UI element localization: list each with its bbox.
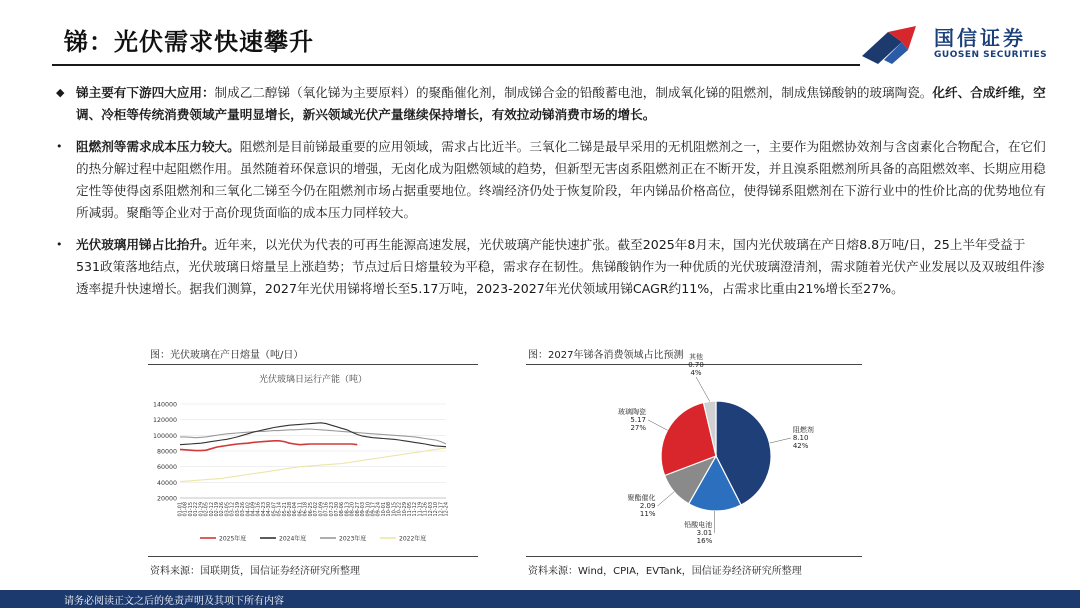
x-tick-label: 11-12 — [412, 502, 419, 517]
x-tick-label: 10-15 — [391, 502, 398, 517]
x-tick-label: 01-29 — [198, 502, 205, 517]
bullet-body: 制成乙二醇锑（氧化锑为主要原料）的聚酯催化剂，制成锑合金的铅酸蓄电池，制成氧化锑的阻燃剂，制成焦锑酸钠的玻璃陶瓷。 — [214, 85, 933, 100]
bullet-lead: 锑主要有下游四大应用： — [76, 85, 215, 100]
x-tick-label: 07-23 — [328, 502, 335, 517]
legend-label: 2022年度 — [399, 535, 427, 543]
title-divider — [52, 64, 860, 66]
x-tick-label: 02-05 — [203, 502, 210, 517]
page-title: 锑：光伏需求快速攀升 — [64, 28, 314, 56]
x-tick-label: 05-21 — [281, 502, 288, 517]
footer-disclaimer: 请务必阅读正文之后的免责声明及其项下所有内容 — [64, 596, 284, 607]
leader-line — [658, 492, 675, 506]
pv-glass-line-chart — [148, 366, 478, 556]
bullet-lead: 阻燃剂等需求成本压力较大。 — [76, 139, 240, 154]
x-tick-label: 08-20 — [349, 502, 356, 517]
guosen-logo-icon — [858, 20, 934, 70]
bullet-body: 阻燃剂是目前锑最重要的应用领域，需求占比近半。三氧化二锑是最早采用的无机阻燃剂之一，主要作为阻燃协效剂与含卤素化合物配合，在它们的热分解过程中起阻燃作用。虽然随着环保意识的增强，无卤化成为阻燃领域的趋势，但新型无害卤系阻燃剂正在不断开发，并且溴系阻燃剂所具备的高阻燃效率、长期应用稳定性等使得卤系阻燃剂和三氧化二锑至今仍在阻燃剂市场占据重要地位。终端经济仍处于恢复阶段，年内锑品价格高位，使得锑系阻燃剂在下游行业中的性价比高的优势地位有所减弱。聚酯等企业对于高价现货面临的成本压力同样较大。 — [76, 139, 1046, 220]
x-tick-label: 07-09 — [318, 502, 325, 517]
x-tick-label: 11-05 — [406, 502, 413, 517]
y-tick-label: 120000 — [152, 417, 177, 425]
slice-percent-label: 27% — [630, 423, 647, 432]
x-tick-label: 12-24 — [443, 502, 450, 517]
bullet-applications — [56, 82, 1046, 126]
logo-text-cn: 国信证券 — [934, 26, 1026, 50]
slice-percent-label: 42% — [792, 441, 809, 450]
slice-percent-label: 16% — [696, 536, 713, 545]
figure-left-source: 资料来源：国联期货，国信证券经济研究所整理 — [150, 566, 360, 577]
x-tick-label: 04-30 — [266, 502, 273, 517]
x-tick-label: 07-02 — [313, 502, 320, 517]
x-tick-label: 01-01 — [177, 502, 184, 517]
bullet-flame-retardant — [56, 136, 1046, 224]
x-tick-label: 10-01 — [380, 502, 387, 517]
x-tick-label: 07-16 — [323, 502, 330, 517]
series-line — [180, 448, 446, 482]
y-tick-label: 80000 — [156, 448, 177, 456]
legend-label: 2023年度 — [339, 535, 367, 543]
slice-value-label: 0.70 — [688, 361, 704, 369]
slice-percent-label: 11% — [639, 510, 656, 519]
x-tick-label: 10-08 — [386, 502, 393, 517]
dot-bullet-icon: • — [56, 140, 63, 153]
x-tick-label: 03-12 — [229, 502, 236, 517]
x-tick-label: 08-27 — [354, 502, 361, 517]
slice-value-label: 8.10 — [792, 433, 809, 442]
x-tick-label: 06-04 — [292, 502, 299, 517]
brand-logo — [858, 20, 1048, 70]
x-tick-label: 11-26 — [422, 502, 429, 517]
diamond-bullet-icon: ◆ — [56, 86, 65, 99]
slice-value-label: 2.09 — [639, 502, 656, 511]
logo-text-en: GUOSEN SECURITIES — [934, 50, 1048, 60]
x-tick-label: 03-19 — [234, 502, 241, 517]
chart-title: 光伏玻璃日运行产能（吨） — [258, 375, 368, 385]
x-tick-label: 03-05 — [224, 502, 231, 517]
figure-left-bottom-rule — [148, 556, 478, 557]
y-tick-label: 20000 — [156, 495, 177, 503]
figure-right-caption: 图：2027年锑各消费领域占比预测 — [528, 350, 684, 361]
x-tick-label: 02-12 — [208, 502, 215, 517]
figure-left-caption: 图：光伏玻璃在产日熔量（吨/日） — [150, 350, 304, 361]
legend-label: 2024年度 — [279, 535, 307, 543]
y-tick-label: 100000 — [152, 432, 177, 440]
bullet-tail: 化纤、合成纤维，空调、冷柜等传统消费领域产量明显增长，新兴领域光伏产量继续保持增长，有效拉动锑消费市场的增长。 — [76, 85, 1046, 122]
x-tick-label: 04-23 — [260, 502, 267, 517]
x-tick-label: 01-08 — [182, 502, 189, 517]
x-tick-label: 03-26 — [240, 502, 247, 517]
dot-bullet-icon: • — [56, 238, 63, 251]
x-tick-label: 08-13 — [344, 502, 351, 517]
x-tick-label: 04-16 — [255, 502, 262, 517]
x-tick-label: 10-29 — [401, 502, 408, 517]
x-tick-label: 01-22 — [193, 502, 200, 517]
figure-left-rule — [148, 364, 478, 365]
x-tick-label: 09-17 — [370, 502, 377, 517]
x-tick-label: 09-24 — [375, 502, 382, 517]
slice-value-label: 3.01 — [696, 528, 713, 537]
x-tick-label: 09-10 — [365, 502, 372, 517]
x-tick-label: 07-30 — [333, 502, 340, 517]
y-tick-label: 40000 — [156, 479, 177, 487]
x-tick-label: 05-07 — [271, 502, 278, 517]
legend-label: 2025年度 — [219, 535, 247, 543]
slice-category-label: 聚酯催化 — [627, 494, 656, 503]
figure-right-bottom-rule — [526, 556, 862, 557]
bullet-pv-glass — [56, 234, 1046, 300]
slice-category-label: 其他 — [689, 353, 703, 361]
bullet-lead: 光伏玻璃用锑占比抬升。 — [76, 237, 215, 252]
x-tick-label: 05-28 — [287, 502, 294, 517]
bullet-list — [56, 82, 1046, 310]
x-tick-label: 10-22 — [396, 502, 403, 517]
x-tick-label: 12-03 — [427, 502, 434, 517]
slice-value-label: 5.17 — [630, 415, 647, 424]
x-tick-label: 08-06 — [339, 502, 346, 517]
leader-line — [714, 511, 715, 533]
x-tick-label: 04-09 — [250, 502, 257, 517]
slice-category-label: 铅酸电池 — [684, 520, 713, 529]
x-tick-label: 11-19 — [417, 502, 424, 517]
x-tick-label: 12-17 — [438, 502, 445, 517]
x-tick-label: 09-03 — [360, 502, 367, 517]
x-tick-label: 02-19 — [214, 502, 221, 517]
slice-percent-label: 4% — [690, 369, 702, 377]
bullet-body: 近年来，以光伏为代表的可再生能源高速发展，光伏玻璃产能快速扩张。截至2025年8月末，国内光伏玻璃在产日熔8.8万吨/日，25上半年受益于531政策落地结点，光伏玻璃日熔量呈上涨趋势；节点过后日熔量较为平稳，需求存在韧性。焦锑酸钠作为一种优质的光伏玻璃澄清剂，需求随着光伏产业发展以及双玻组件渗透率提升快速增长。据我们测算，2027年光伏用锑将增长至5.17万吨，2023-2027年光伏领域用锑CAGR约11%，占需求比重由21%增长至27%。 — [76, 237, 1045, 296]
leader-line — [648, 420, 667, 430]
slice-category-label: 玻璃陶瓷 — [618, 407, 647, 416]
x-tick-label: 02-26 — [219, 502, 226, 517]
x-tick-label: 01-15 — [187, 502, 194, 517]
x-tick-label: 06-25 — [307, 502, 314, 517]
x-tick-label: 04-02 — [245, 502, 252, 517]
x-tick-label: 06-11 — [297, 502, 304, 517]
figure-right-source: 资料来源：Wind，CPIA，EVTank，国信证券经济研究所整理 — [528, 566, 802, 577]
leader-line — [696, 377, 710, 401]
slice-category-label: 阻燃剂 — [792, 425, 814, 434]
footer-bar — [0, 590, 1080, 608]
y-tick-label: 140000 — [152, 401, 177, 409]
y-tick-label: 60000 — [156, 464, 177, 472]
x-tick-label: 12-10 — [433, 502, 440, 517]
leader-line — [770, 438, 791, 443]
x-tick-label: 06-18 — [302, 502, 309, 517]
x-tick-label: 05-14 — [276, 502, 283, 517]
series-line — [180, 429, 446, 444]
